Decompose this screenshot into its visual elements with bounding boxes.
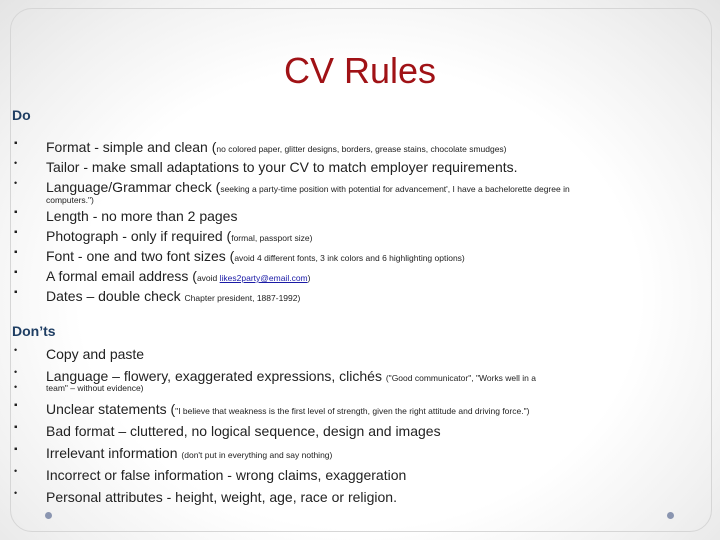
email-link[interactable]: likes2party@email.com (219, 273, 308, 283)
donts-item-language-continuation: • team" – without evidence) (14, 382, 144, 393)
do-heading: Do (12, 107, 31, 123)
round-bullet-icon: • (14, 367, 18, 377)
square-bullet-icon: ▪ (14, 444, 18, 455)
donts-item-unclear: ▪ Unclear statements ("I believe that weakness is the first level of strength, given the right attitude and driving force.") (14, 400, 530, 417)
round-bullet-icon: • (14, 345, 18, 355)
square-bullet-icon: ▪ (14, 400, 18, 411)
do-item-tailor: • Tailor - make small adaptations to your CV to match employer requirements. (14, 158, 518, 175)
do-item-language: • Language/Grammar check (seeking a party-time position with potential for advancement', I have a bachelorette degree in (14, 178, 570, 195)
do-item-photograph: ▪ Photograph - only if required (formal, passport size) (14, 227, 313, 244)
donts-item-irrelevant: ▪ Irrelevant information (don't put in everything and say nothing) (14, 444, 333, 461)
square-bullet-icon: ▪ (14, 247, 18, 258)
donts-item-language: • Language – flowery, exaggerated expressions, clichés ("Good communicator", "Works well in a (14, 367, 536, 384)
square-bullet-icon: ▪ (14, 227, 18, 238)
do-item-dates: ▪ Dates – double check Chapter president, 1887-1992) (14, 287, 301, 304)
donts-heading: Don’ts (12, 323, 56, 339)
corner-dot-icon (45, 512, 52, 519)
do-item-email: ▪ A formal email address (avoid likes2party@email.com) (14, 267, 311, 284)
round-bullet-icon: • (14, 178, 18, 188)
round-bullet-icon: • (14, 158, 18, 168)
corner-dot-icon (667, 512, 674, 519)
donts-item-copy: • Copy and paste (14, 345, 145, 362)
round-bullet-icon: • (14, 466, 18, 476)
do-item-length: ▪ Length - no more than 2 pages (14, 207, 238, 224)
donts-item-incorrect: • Incorrect or false information - wrong claims, exaggeration (14, 466, 407, 483)
slide-title: CV Rules (283, 50, 437, 91)
donts-item-bad-format: ▪ Bad format – cluttered, no logical sequence, design and images (14, 422, 441, 439)
do-item-language-continuation: computers.") (46, 195, 94, 205)
square-bullet-icon: ▪ (14, 267, 18, 278)
square-bullet-icon: ▪ (14, 287, 18, 298)
square-bullet-icon: ▪ (14, 138, 18, 149)
round-bullet-icon: • (14, 382, 18, 392)
do-item-font: ▪ Font - one and two font sizes (avoid 4 different fonts, 3 ink colors and 6 highlighting options) (14, 247, 465, 264)
do-item-format: ▪ Format - simple and clean (no colored paper, glitter designs, borders, grease stains, chocolate smudges) (14, 138, 507, 155)
round-bullet-icon: • (14, 488, 18, 498)
square-bullet-icon: ▪ (14, 422, 18, 433)
square-bullet-icon: ▪ (14, 207, 18, 218)
donts-item-personal: • Personal attributes - height, weight, age, race or religion. (14, 488, 397, 505)
